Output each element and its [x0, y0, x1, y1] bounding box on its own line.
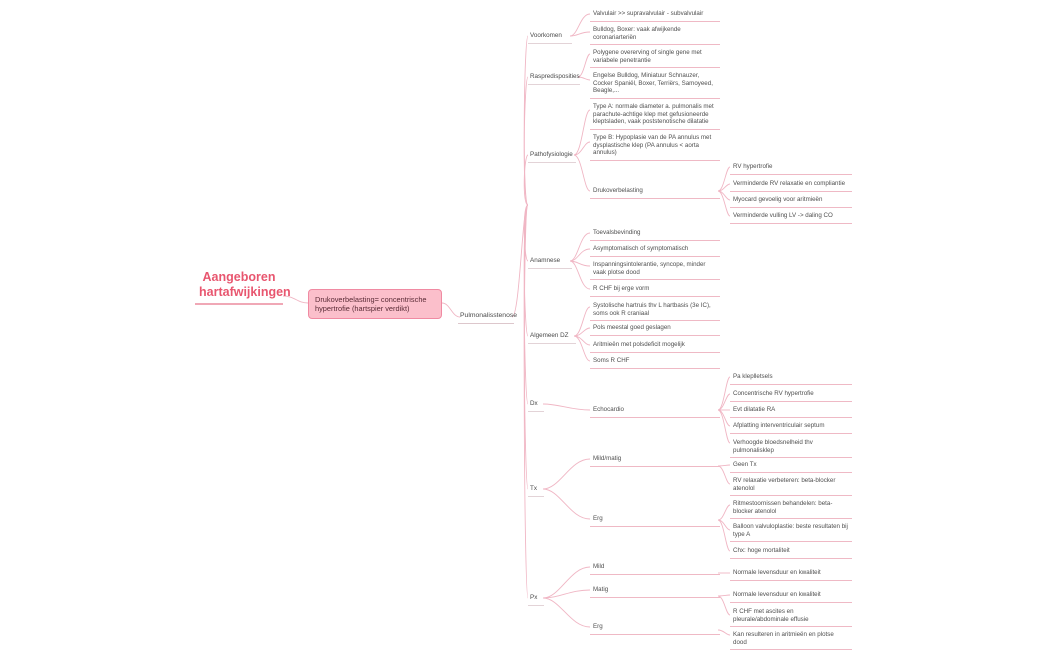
leaf-item[interactable]: Systolische hartruis thv L hartbasis (3e IC), soms ook R craniaal [590, 300, 720, 321]
leaf-group-px-mild[interactable]: Mild [590, 561, 720, 575]
subleaf-item[interactable]: Concentrische RV hypertrofie [730, 388, 852, 402]
branch-raspredisposities[interactable]: Raspredisposities [528, 71, 580, 85]
subleaf-item[interactable]: RV relaxatie verbeteren: beta-blocker atenolol [730, 475, 852, 496]
branch-px[interactable]: Px [528, 592, 544, 606]
topic-node-pulmonalisstenose[interactable]: Pulmonalisstenose [458, 310, 514, 324]
leaf-item[interactable]: Aritmieën met polsdeficit mogelijk [590, 339, 720, 353]
leaf-item-echocardio[interactable]: Echocardio [590, 404, 720, 418]
subleaf-item[interactable]: Verminderde RV relaxatie en compliantie [730, 178, 852, 192]
subleaf-item[interactable]: Normale levensduur en kwaliteit [730, 589, 852, 603]
subleaf-item[interactable]: Evt dilatatie RA [730, 404, 852, 418]
branch-voorkomen[interactable]: Voorkomen [528, 30, 572, 44]
leaf-group-px-matig[interactable]: Matig [590, 584, 720, 598]
subleaf-item[interactable]: RV hypertrofie [730, 161, 852, 175]
leaf-item[interactable]: Bulldog, Boxer: vaak afwijkende coronariarteriën [590, 24, 720, 45]
leaf-item[interactable]: Soms R CHF [590, 355, 720, 369]
leaf-item-drukoverbelasting[interactable]: Drukoverbelasting [590, 185, 720, 199]
leaf-group-tx-erg[interactable]: Erg [590, 513, 720, 527]
subleaf-item[interactable]: Balloon valvuloplastie: beste resultaten bij type A [730, 521, 852, 542]
subleaf-item[interactable]: Pa kleplletsels [730, 371, 852, 385]
leaf-item[interactable]: Type A: normale diameter a. pulmonalis met parachute-achtige klep met gefusioneerde kleptsladen, vaak poststenotische dilatatie [590, 101, 720, 130]
root-node[interactable]: Aangeboren hartafwijkingen [195, 268, 283, 305]
leaf-group-px-erg[interactable]: Erg [590, 621, 720, 635]
subleaf-item[interactable]: Chx: hoge mortaliteit [730, 545, 852, 559]
leaf-item[interactable]: Polygene overerving of single gene met variabele penetrantie [590, 47, 720, 68]
subleaf-item[interactable]: Geen Tx [730, 459, 852, 473]
subleaf-item[interactable]: Ritmestoornissen behandelen: beta-blocker atenolol [730, 498, 852, 519]
subleaf-item[interactable]: Afplatting interventriculair septum [730, 420, 852, 434]
branch-anamnese[interactable]: Anamnese [528, 255, 572, 269]
branch-dx[interactable]: Dx [528, 398, 544, 412]
branch-pathofysiologie[interactable]: Pathofysiologie [528, 149, 576, 163]
subleaf-item[interactable]: Normale levensduur en kwaliteit [730, 567, 852, 581]
subleaf-item[interactable]: Kan resulteren in aritmieën en plotse dood [730, 629, 852, 650]
branch-algemeen-dz[interactable]: Algemeen DZ [528, 330, 576, 344]
leaf-item[interactable]: Inspanningsintolerantie, syncope, minder vaak plotse dood [590, 259, 720, 280]
leaf-item[interactable]: Asymptomatisch of symptomatisch [590, 243, 720, 257]
leaf-item[interactable]: Engelse Bulldog, Miniatuur Schnauzer, Cocker Spaniël, Boxer, Terriërs, Samoyeed, Beagle,... [590, 70, 720, 99]
leaf-item[interactable]: Valvulair >> supravalvulair - subvalvulair [590, 8, 720, 22]
branch-tx[interactable]: Tx [528, 483, 544, 497]
subleaf-item[interactable]: Myocard gevoelig voor aritmieën [730, 194, 852, 208]
highlight-node-drukoverbelasting[interactable]: Drukoverbelasting= concentrische hypertrofie (hartspier verdikt) [308, 289, 442, 319]
subleaf-item[interactable]: Verhoogde bloedsnelheid thv pulmonalisklep [730, 437, 852, 458]
leaf-item[interactable]: Type B: Hypoplasie van de PA annulus met dysplastische klep (PA annulus < aorta annulus) [590, 132, 720, 161]
subleaf-item[interactable]: Verminderde vulling LV -> daling CO [730, 210, 852, 224]
leaf-item[interactable]: R CHF bij erge vorm [590, 283, 720, 297]
leaf-item[interactable]: Pols meestal goed geslagen [590, 322, 720, 336]
subleaf-item[interactable]: R CHF met ascites en pleurale/abdominale effusie [730, 606, 852, 627]
leaf-item[interactable]: Toevalsbevinding [590, 227, 720, 241]
leaf-group-tx-mild-matig[interactable]: Mild/matig [590, 453, 720, 467]
